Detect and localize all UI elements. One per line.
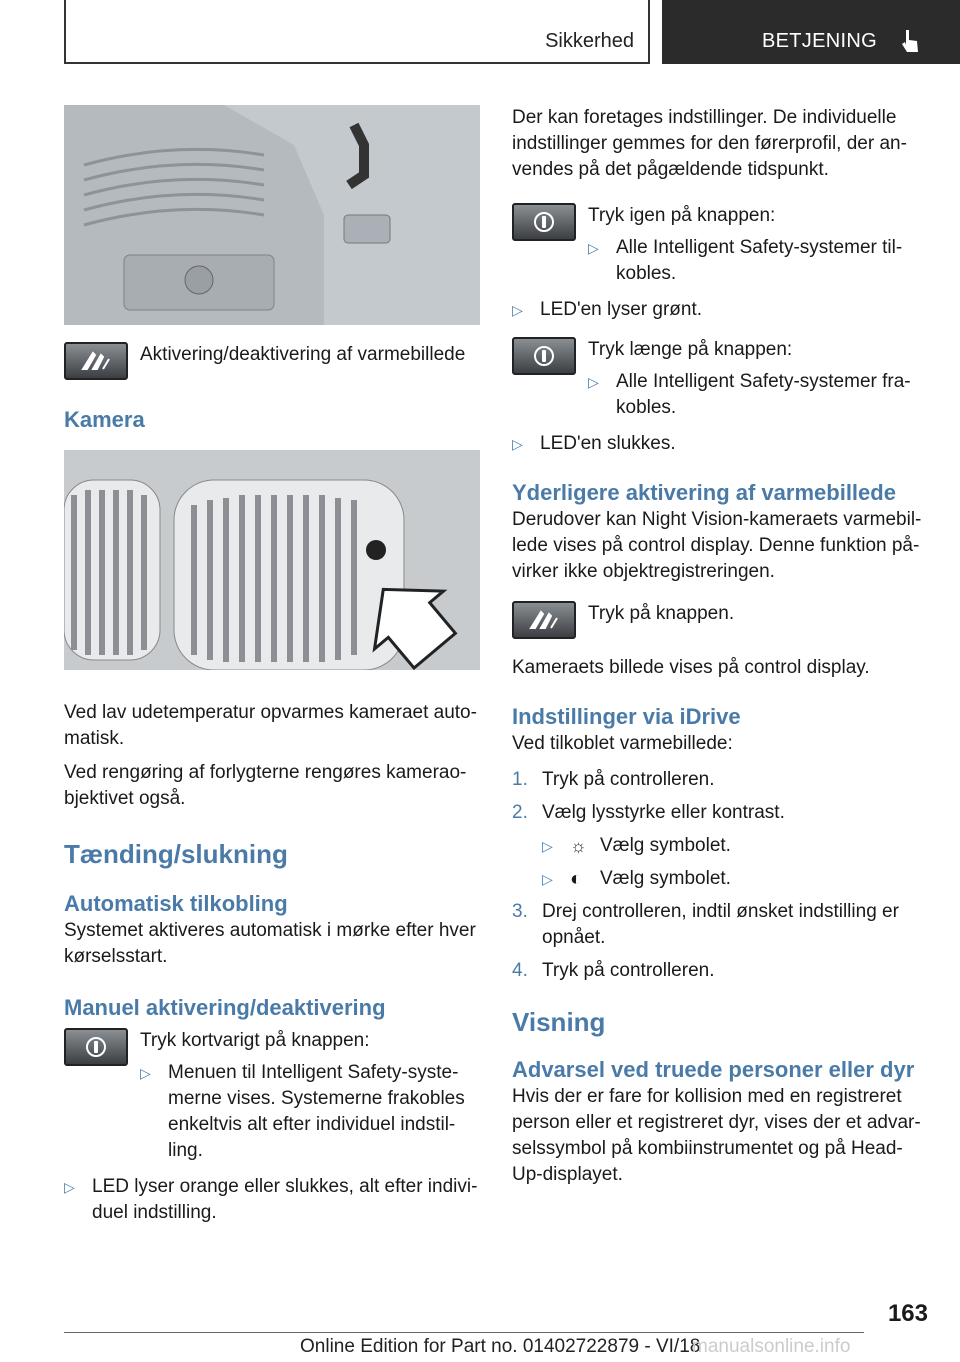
triangle-bullet-icon: ▷ xyxy=(140,1065,151,1081)
bullet-text: LED lyser orange eller slukkes, alt efter indivi-duel indstilling. xyxy=(92,1176,478,1223)
header-section xyxy=(64,0,650,64)
chapter-title: BETJENING xyxy=(762,30,877,52)
heading-manuel: Manuel aktivering/deaktivering xyxy=(64,995,386,1020)
list-item xyxy=(542,833,930,859)
heading-kamera: Kamera xyxy=(64,407,145,432)
list-item: 3. Drej controlleren, indtil ønsket indstilling er opnået. xyxy=(512,899,930,951)
list-item xyxy=(512,297,930,323)
triangle-bullet-icon: ▷ xyxy=(512,436,523,452)
footer-edition: Online Edition for Part no. 01402722879 - VI/18 xyxy=(300,1336,701,1357)
paragraph-kamera-2: Ved rengøring af forlygterne rengøres kamerao-bjektivet også. xyxy=(64,762,467,809)
list-item: 4. Tryk på controlleren. xyxy=(512,958,930,984)
step-text: Tryk på controlleren. xyxy=(542,960,715,981)
bullet-text: Alle Intelligent Safety-systemer fra-kobles. xyxy=(616,371,911,418)
night-vision-icon xyxy=(79,349,113,373)
list-item xyxy=(64,1174,480,1226)
button-step-4-text: Tryk på knappen. xyxy=(588,603,735,624)
paragraph-kamera-1: Ved lav udetemperatur opvarmes kameraet auto-matisk. xyxy=(64,702,477,749)
section-title: Sikkerhed xyxy=(545,30,634,52)
bullet-text: LED'en lyser grønt. xyxy=(540,299,703,320)
list-item xyxy=(588,235,930,287)
triangle-bullet-icon: ▷ xyxy=(588,374,599,390)
paragraph-derudover: Derudover kan Night Vision-kameraets varmebil-lede vises på control display. Denne funktion på-virker ikke objektregistreringen. xyxy=(512,509,922,582)
button-step-4 xyxy=(512,601,930,639)
safety-icon xyxy=(85,1036,107,1058)
brightness-icon: ☼ xyxy=(570,836,587,856)
bullet-text: Vælg symbolet. xyxy=(600,868,731,889)
button-step-3 xyxy=(512,337,930,421)
list-item: 2. Vælg lysstyrke eller kontrast. xyxy=(512,800,930,826)
night-vision-icon xyxy=(527,608,561,632)
paragraph-automatisk: Systemet aktiveres automatisk i mørke efter hver kørselsstart. xyxy=(64,920,476,967)
list-item xyxy=(542,866,930,892)
fig1-caption-row xyxy=(64,342,480,380)
triangle-bullet-icon: ▷ xyxy=(588,240,599,256)
list-item xyxy=(588,369,930,421)
night-vision-button-image xyxy=(512,601,576,639)
bullet-text: Alle Intelligent Safety-systemer til-kobles. xyxy=(616,237,903,284)
footer-divider xyxy=(64,1332,864,1333)
button-step-1-text: Tryk kortvarigt på knappen: xyxy=(140,1030,370,1051)
paragraph-hvis: Hvis der er fare for kollision med en registreret person eller et registreret dyr, vises der et advar-selssymbol på kombiinstrumentet og på Head-Up-displayet. xyxy=(512,1086,921,1185)
heading-taending: Tænding/slukning xyxy=(64,839,288,869)
night-vision-button-image xyxy=(64,342,128,380)
step-text: Tryk på controlleren. xyxy=(542,769,715,790)
list-item xyxy=(140,1060,480,1164)
heading-visning: Visning xyxy=(512,1007,606,1037)
paragraph-kameraets: Kameraets billede vises på control display. xyxy=(512,657,870,678)
heading-idrive: Indstillinger via iDrive xyxy=(512,704,741,729)
bullet-text: Menuen til Intelligent Safety-syste-merne vises. Systemerne frakobles enkeltvis alt efter individuel indstil-ling. xyxy=(168,1062,465,1161)
step-text: Drej controlleren, indtil ønsket indstilling er opnået. xyxy=(542,901,899,948)
safety-icon xyxy=(533,345,555,367)
safety-button-image xyxy=(512,337,576,375)
list-item xyxy=(512,431,930,457)
left-column xyxy=(64,105,480,1226)
safety-button-image xyxy=(64,1028,128,1066)
safety-icon xyxy=(533,211,555,233)
button-step-3-text: Tryk længe på knappen: xyxy=(588,339,793,360)
safety-button-image xyxy=(512,203,576,241)
triangle-bullet-icon: ▷ xyxy=(512,302,523,318)
fig1-caption: Aktivering/deaktivering af varmebillede xyxy=(140,344,466,365)
heading-advarsel: Advarsel ved truede personer eller dyr xyxy=(512,1057,915,1082)
page-number: 163 xyxy=(887,1300,928,1327)
button-step-2 xyxy=(512,203,930,287)
heading-automatisk: Automatisk tilkobling xyxy=(64,891,288,916)
grille-photo xyxy=(64,450,480,670)
triangle-bullet-icon: ▷ xyxy=(542,871,553,887)
bullet-text: Vælg symbolet. xyxy=(600,835,731,856)
contrast-icon: ◐ xyxy=(570,868,583,890)
watermark: manualsonline.info xyxy=(692,1336,851,1357)
step-text: Vælg lysstyrke eller kontrast. xyxy=(542,802,785,823)
triangle-bullet-icon: ▷ xyxy=(542,838,553,854)
button-step-2-text: Tryk igen på knappen: xyxy=(588,205,776,226)
dashboard-photo xyxy=(64,105,480,325)
hand-pointer-icon xyxy=(898,28,922,54)
triangle-bullet-icon: ▷ xyxy=(64,1179,75,1195)
right-column xyxy=(512,105,930,1188)
list-item: 1. Tryk på controlleren. xyxy=(512,767,930,793)
paragraph-tilkoblet: Ved tilkoblet varmebillede: xyxy=(512,733,733,754)
bullet-text: LED'en slukkes. xyxy=(540,433,676,454)
button-step-1 xyxy=(64,1028,480,1164)
header-chapter xyxy=(662,0,960,64)
paragraph-intro: Der kan foretages indstillinger. De individuelle indstillinger gemmes for den førerprofil, der an-vendes på det pågældende tidspunkt. xyxy=(512,107,907,180)
heading-yderligere: Yderligere aktivering af varmebillede xyxy=(512,480,896,505)
